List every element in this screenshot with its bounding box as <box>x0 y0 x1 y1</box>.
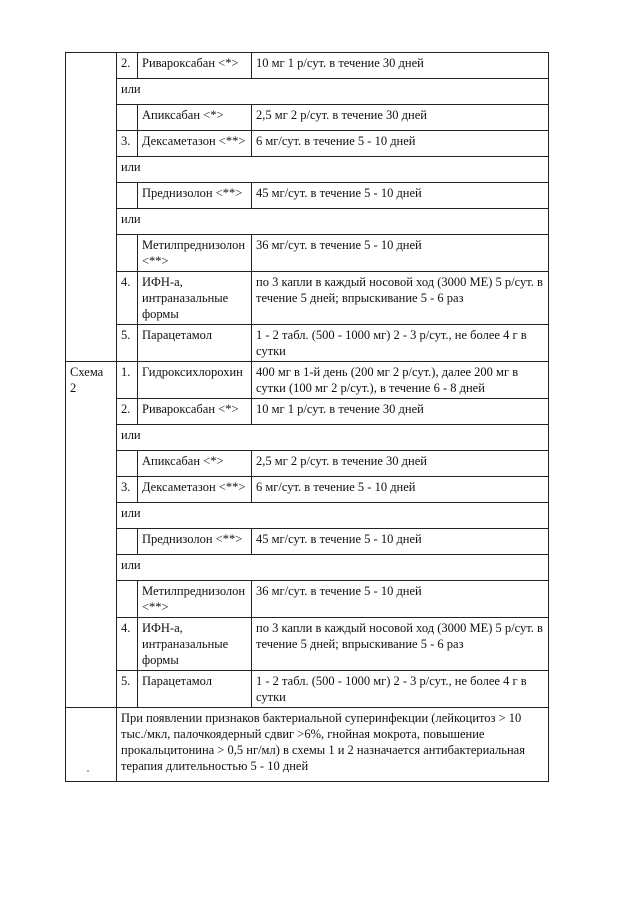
table-row <box>66 325 549 362</box>
item-number <box>117 529 138 555</box>
item-number <box>117 235 138 272</box>
scheme1-label-cell <box>66 53 117 362</box>
drug-name: ИФН-а, интраназальные формы <box>138 272 252 325</box>
or-row: или <box>117 209 549 235</box>
table-row <box>66 477 549 503</box>
table-row <box>66 529 549 555</box>
drug-name: Дексаметазон <**> <box>138 477 252 503</box>
dosage: 10 мг 1 р/сут. в течение 30 дней <box>252 399 549 425</box>
or-row: или <box>117 555 549 581</box>
treatment-schemes-table <box>65 52 549 782</box>
dosage: 45 мг/сут. в течение 5 - 10 дней <box>252 529 549 555</box>
footnote-empty-cell <box>66 708 117 782</box>
dosage: 1 - 2 табл. (500 - 1000 мг) 2 - 3 р/сут., не более 4 г в сутки <box>252 671 549 708</box>
drug-name: Апиксабан <*> <box>138 105 252 131</box>
table-row <box>66 209 549 235</box>
dosage: 10 мг 1 р/сут. в течение 30 дней <box>252 53 549 79</box>
table-row <box>66 555 549 581</box>
table-row <box>66 131 549 157</box>
drug-name: Парацетамол <box>138 325 252 362</box>
item-number <box>117 451 138 477</box>
dosage: 36 мг/сут. в течение 5 - 10 дней <box>252 581 549 618</box>
drug-name: Метилпреднизолон <**> <box>138 581 252 618</box>
drug-name: Парацетамол <box>138 671 252 708</box>
table-row <box>66 79 549 105</box>
drug-name: Преднизолон <**> <box>138 183 252 209</box>
table-row <box>66 425 549 451</box>
drug-name: Метилпреднизолон <**> <box>138 235 252 272</box>
item-number: 4. <box>117 272 138 325</box>
drug-name: Ривароксабан <*> <box>138 399 252 425</box>
table-row <box>66 671 549 708</box>
table-row <box>66 105 549 131</box>
table-row <box>66 235 549 272</box>
item-number: 3. <box>117 131 138 157</box>
dosage: 2,5 мг 2 р/сут. в течение 30 дней <box>252 105 549 131</box>
drug-name: ИФН-а, интраназальные формы <box>138 618 252 671</box>
scan-speck <box>87 770 89 772</box>
table-row <box>66 183 549 209</box>
table-row <box>66 503 549 529</box>
table-row <box>66 272 549 325</box>
item-number: 5. <box>117 671 138 708</box>
item-number: 3. <box>117 477 138 503</box>
drug-name: Ривароксабан <*> <box>138 53 252 79</box>
dosage: 6 мг/сут. в течение 5 - 10 дней <box>252 131 549 157</box>
table-row <box>66 618 549 671</box>
dosage: 2,5 мг 2 р/сут. в течение 30 дней <box>252 451 549 477</box>
or-row: или <box>117 503 549 529</box>
item-number: 4. <box>117 618 138 671</box>
table-row <box>66 362 549 399</box>
item-number <box>117 105 138 131</box>
dosage: по 3 капли в каждый носовой ход (3000 МЕ) 5 р/сут. в течение 5 дней; впрыскивание 5 - 6 раз <box>252 272 549 325</box>
or-row: или <box>117 157 549 183</box>
or-row: или <box>117 425 549 451</box>
item-number <box>117 581 138 618</box>
table-row <box>66 53 549 79</box>
item-number: 5. <box>117 325 138 362</box>
item-number <box>117 183 138 209</box>
scheme2-label: Схема 2 <box>66 362 117 708</box>
drug-name: Преднизолон <**> <box>138 529 252 555</box>
drug-name: Гидроксихлорохин <box>138 362 252 399</box>
item-number: 1. <box>117 362 138 399</box>
dosage: 36 мг/сут. в течение 5 - 10 дней <box>252 235 549 272</box>
item-number: 2. <box>117 399 138 425</box>
dosage: 400 мг в 1-й день (200 мг 2 р/сут.), далее 200 мг в сутки (100 мг 2 р/сут.), в течение 6 - 8 дней <box>252 362 549 399</box>
dosage: по 3 капли в каждый носовой ход (3000 МЕ) 5 р/сут. в течение 5 дней; впрыскивание 5 - 6 раз <box>252 618 549 671</box>
table-row <box>66 399 549 425</box>
drug-name: Дексаметазон <**> <box>138 131 252 157</box>
table-row <box>66 451 549 477</box>
item-number: 2. <box>117 53 138 79</box>
dosage: 45 мг/сут. в течение 5 - 10 дней <box>252 183 549 209</box>
footnote-row <box>66 708 549 782</box>
footnote-text: При появлении признаков бактериальной суперинфекции (лейкоцитоз > 10 тыс./мкл, палочкоядерный сдвиг >6%, гнойная мокрота, повышение прокальцитонина > 0,5 нг/мл) в схемы 1 и 2 назначается антибактериальная терапия длительностью 5 - 10 дней <box>117 708 549 782</box>
dosage: 1 - 2 табл. (500 - 1000 мг) 2 - 3 р/сут., не более 4 г в сутки <box>252 325 549 362</box>
drug-name: Апиксабан <*> <box>138 451 252 477</box>
dosage: 6 мг/сут. в течение 5 - 10 дней <box>252 477 549 503</box>
table-row <box>66 581 549 618</box>
or-row: или <box>117 79 549 105</box>
table-row <box>66 157 549 183</box>
